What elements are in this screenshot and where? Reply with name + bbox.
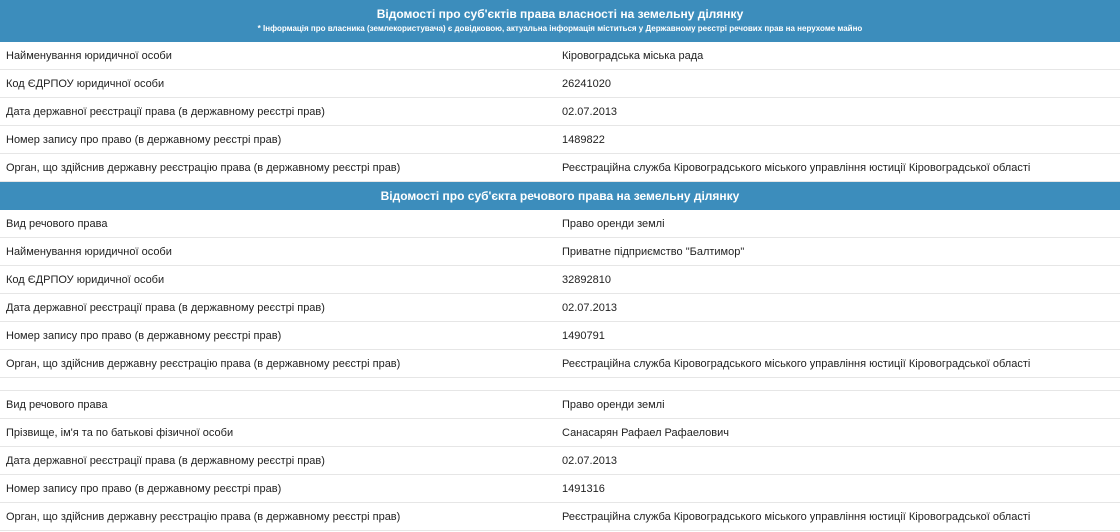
row-label: Орган, що здійснив державну реєстрацію права (в державному реєстрі прав) — [6, 357, 401, 370]
rights-section-title: Відомості про суб'єкта речового права на земельну ділянку — [380, 189, 740, 203]
row-value: Санасарян Рафаел Рафаелович — [562, 426, 729, 439]
row-label: Дата державної реєстрації права (в державному реєстрі прав) — [6, 454, 325, 467]
row-value: Реєстраційна служба Кіровоградського міського управління юстиції Кіровоградської області — [562, 161, 1031, 174]
row-value: 1491316 — [562, 482, 605, 495]
row-value: 02.07.2013 — [562, 105, 618, 118]
row-label: Орган, що здійснив державну реєстрацію права (в державному реєстрі прав) — [6, 510, 401, 523]
row-label: Вид речового права — [6, 398, 108, 411]
table-row — [0, 126, 1120, 154]
row-value: 1489822 — [562, 133, 605, 146]
owner-rows — [0, 42, 1120, 182]
row-value: 26241020 — [562, 77, 611, 90]
row-label: Найменування юридичної особи — [6, 49, 172, 62]
table-row — [0, 238, 1120, 266]
table-row — [0, 210, 1120, 238]
table-row — [0, 154, 1120, 182]
table-row — [0, 447, 1120, 475]
row-label: Дата державної реєстрації права (в державному реєстрі прав) — [6, 105, 325, 118]
row-value: Реєстраційна служба Кіровоградського міського управління юстиції Кіровоградської області — [562, 510, 1031, 523]
row-label: Прізвище, ім'я та по батькові фізичної особи — [6, 426, 234, 439]
table-row — [0, 475, 1120, 503]
table-row — [0, 350, 1120, 378]
table-row — [0, 294, 1120, 322]
row-label: Найменування юридичної особи — [6, 245, 172, 258]
row-label: Код ЄДРПОУ юридичної особи — [6, 77, 165, 90]
row-value: Кіровоградська міська рада — [562, 49, 704, 62]
owner-section-title: Відомості про суб'єктів права власності на земельну ділянку — [376, 7, 744, 21]
table-row — [0, 503, 1120, 531]
table-row — [0, 266, 1120, 294]
row-value: 1490791 — [562, 329, 605, 342]
row-value: Приватне підприємство "Балтимор" — [562, 245, 745, 258]
table-row — [0, 391, 1120, 419]
row-value: Право оренди землі — [562, 398, 665, 411]
row-value: 02.07.2013 — [562, 454, 618, 467]
owner-section-note: * Інформація про власника (землекористувача) є довідковою, актуальна інформація міститься у Державному реєстрі речових прав на нерухоме майно — [257, 24, 863, 33]
table-row — [0, 42, 1120, 70]
table-row — [0, 419, 1120, 447]
row-value: Право оренди землі — [562, 217, 665, 230]
row-label: Дата державної реєстрації права (в державному реєстрі прав) — [6, 301, 325, 314]
row-label: Номер запису про право (в державному реєстрі прав) — [6, 329, 282, 342]
group-separator — [0, 378, 1120, 391]
row-label: Код ЄДРПОУ юридичної особи — [6, 273, 165, 286]
row-label: Вид речового права — [6, 217, 108, 230]
row-value: 02.07.2013 — [562, 301, 618, 314]
row-label: Номер запису про право (в державному реєстрі прав) — [6, 133, 282, 146]
row-label: Номер запису про право (в державному реєстрі прав) — [6, 482, 282, 495]
table-row — [0, 98, 1120, 126]
row-value: Реєстраційна служба Кіровоградського міського управління юстиції Кіровоградської області — [562, 357, 1031, 370]
row-value: 32892810 — [562, 273, 611, 286]
rights-group-1 — [0, 210, 1120, 378]
row-label: Орган, що здійснив державну реєстрацію права (в державному реєстрі прав) — [6, 161, 401, 174]
rights-group-2 — [0, 391, 1120, 531]
rights-section-header — [0, 182, 1120, 210]
table-row — [0, 322, 1120, 350]
table-row — [0, 70, 1120, 98]
owner-section-header — [0, 0, 1120, 42]
